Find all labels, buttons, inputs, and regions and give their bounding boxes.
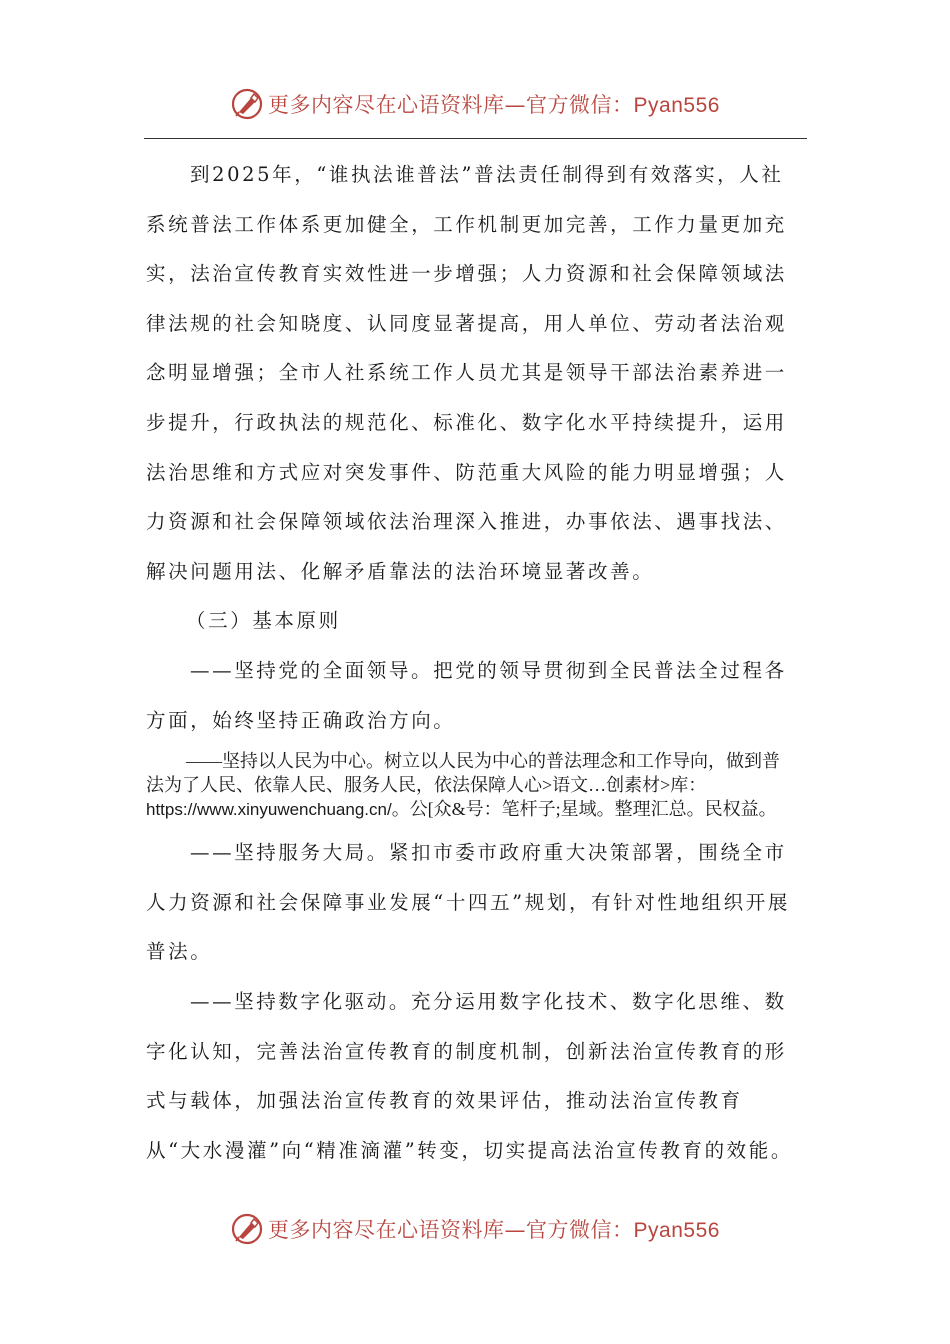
header-divider xyxy=(144,138,807,139)
watermark-url: https://www.xinyuwenchuang.cn/ xyxy=(146,800,392,820)
section-heading-basic-principles: （三）基本原则 xyxy=(186,609,341,633)
header-banner-wechat: Pyan556 xyxy=(633,94,720,117)
pen-nib-circle-icon xyxy=(230,1212,264,1246)
paragraph-people-centered xyxy=(146,745,796,828)
paragraph-serve-overall: ——坚持服务大局。紧扣市委市政府重大决策部署，围绕全市人力资源和社会保障事业发展“十四五”规划，有针对性地组织开展普法。 xyxy=(146,841,790,964)
paragraph-goals-2025: 到2025年，“谁执法谁普法”普法责任制得到有效落实，人社系统普法工作体系更加健全，工作机制更加完善，工作力量更加充实，法治宣传教育实效性进一步增强；人力资源和社会保障领域法律法规的社会知晓度、认同度显著提高，用人单位、劳动者法治观念明显增强；全市人社系统工作人员尤其是领导干部法治素养进一步提升，行政执法的规范化、标准化、数字化水平持续提升，运用法治思维和方式应对突发事件、防范重大风险的能力明显增强；人力资源和社会保障领域依法治理深入推进，办事依法、遇事找法、解决问题用法、化解矛盾靠法的法治环境显著改善。 xyxy=(146,163,787,583)
document-body xyxy=(146,150,796,1175)
header-banner xyxy=(0,84,950,124)
footer-banner xyxy=(0,1209,950,1249)
paragraph-digital-driven: ——坚持数字化驱动。充分运用数字化技术、数字化思维、数字化认知，完善法治宣传教育的制度机制，创新法治宣传教育的形式与载体，加强法治宣传教育的效果评估，推动法治宣传教育从“大水漫灌”向“精准滴灌”转变，切实提高法治宣传教育的效能。 xyxy=(146,989,793,1162)
footer-banner-wechat: Pyan556 xyxy=(633,1219,720,1242)
paragraph-party-leadership: ——坚持党的全面领导。把党的领导贯彻到全民普法全过程各方面，始终坚持正确政治方向。 xyxy=(146,658,787,732)
footer-banner-text xyxy=(268,1214,720,1244)
pen-nib-circle-icon xyxy=(230,87,264,121)
header-banner-prefix: 更多内容尽在心语资料库—官方微信： xyxy=(268,93,634,117)
header-banner-text xyxy=(268,89,720,119)
paragraph-people-centered-text: ——坚持以人民为中心。树立以人民为中心的普法理念和工作导向，做到普法为了人民、依靠人民、服务人民，依法保障人心>语文…创素材>库： xyxy=(146,751,780,796)
paragraph-people-centered-tail: 。公[众&号：笔杆子;星域。整理汇总。民权益。 xyxy=(391,799,777,820)
footer-banner-prefix: 更多内容尽在心语资料库—官方微信： xyxy=(268,1218,634,1242)
